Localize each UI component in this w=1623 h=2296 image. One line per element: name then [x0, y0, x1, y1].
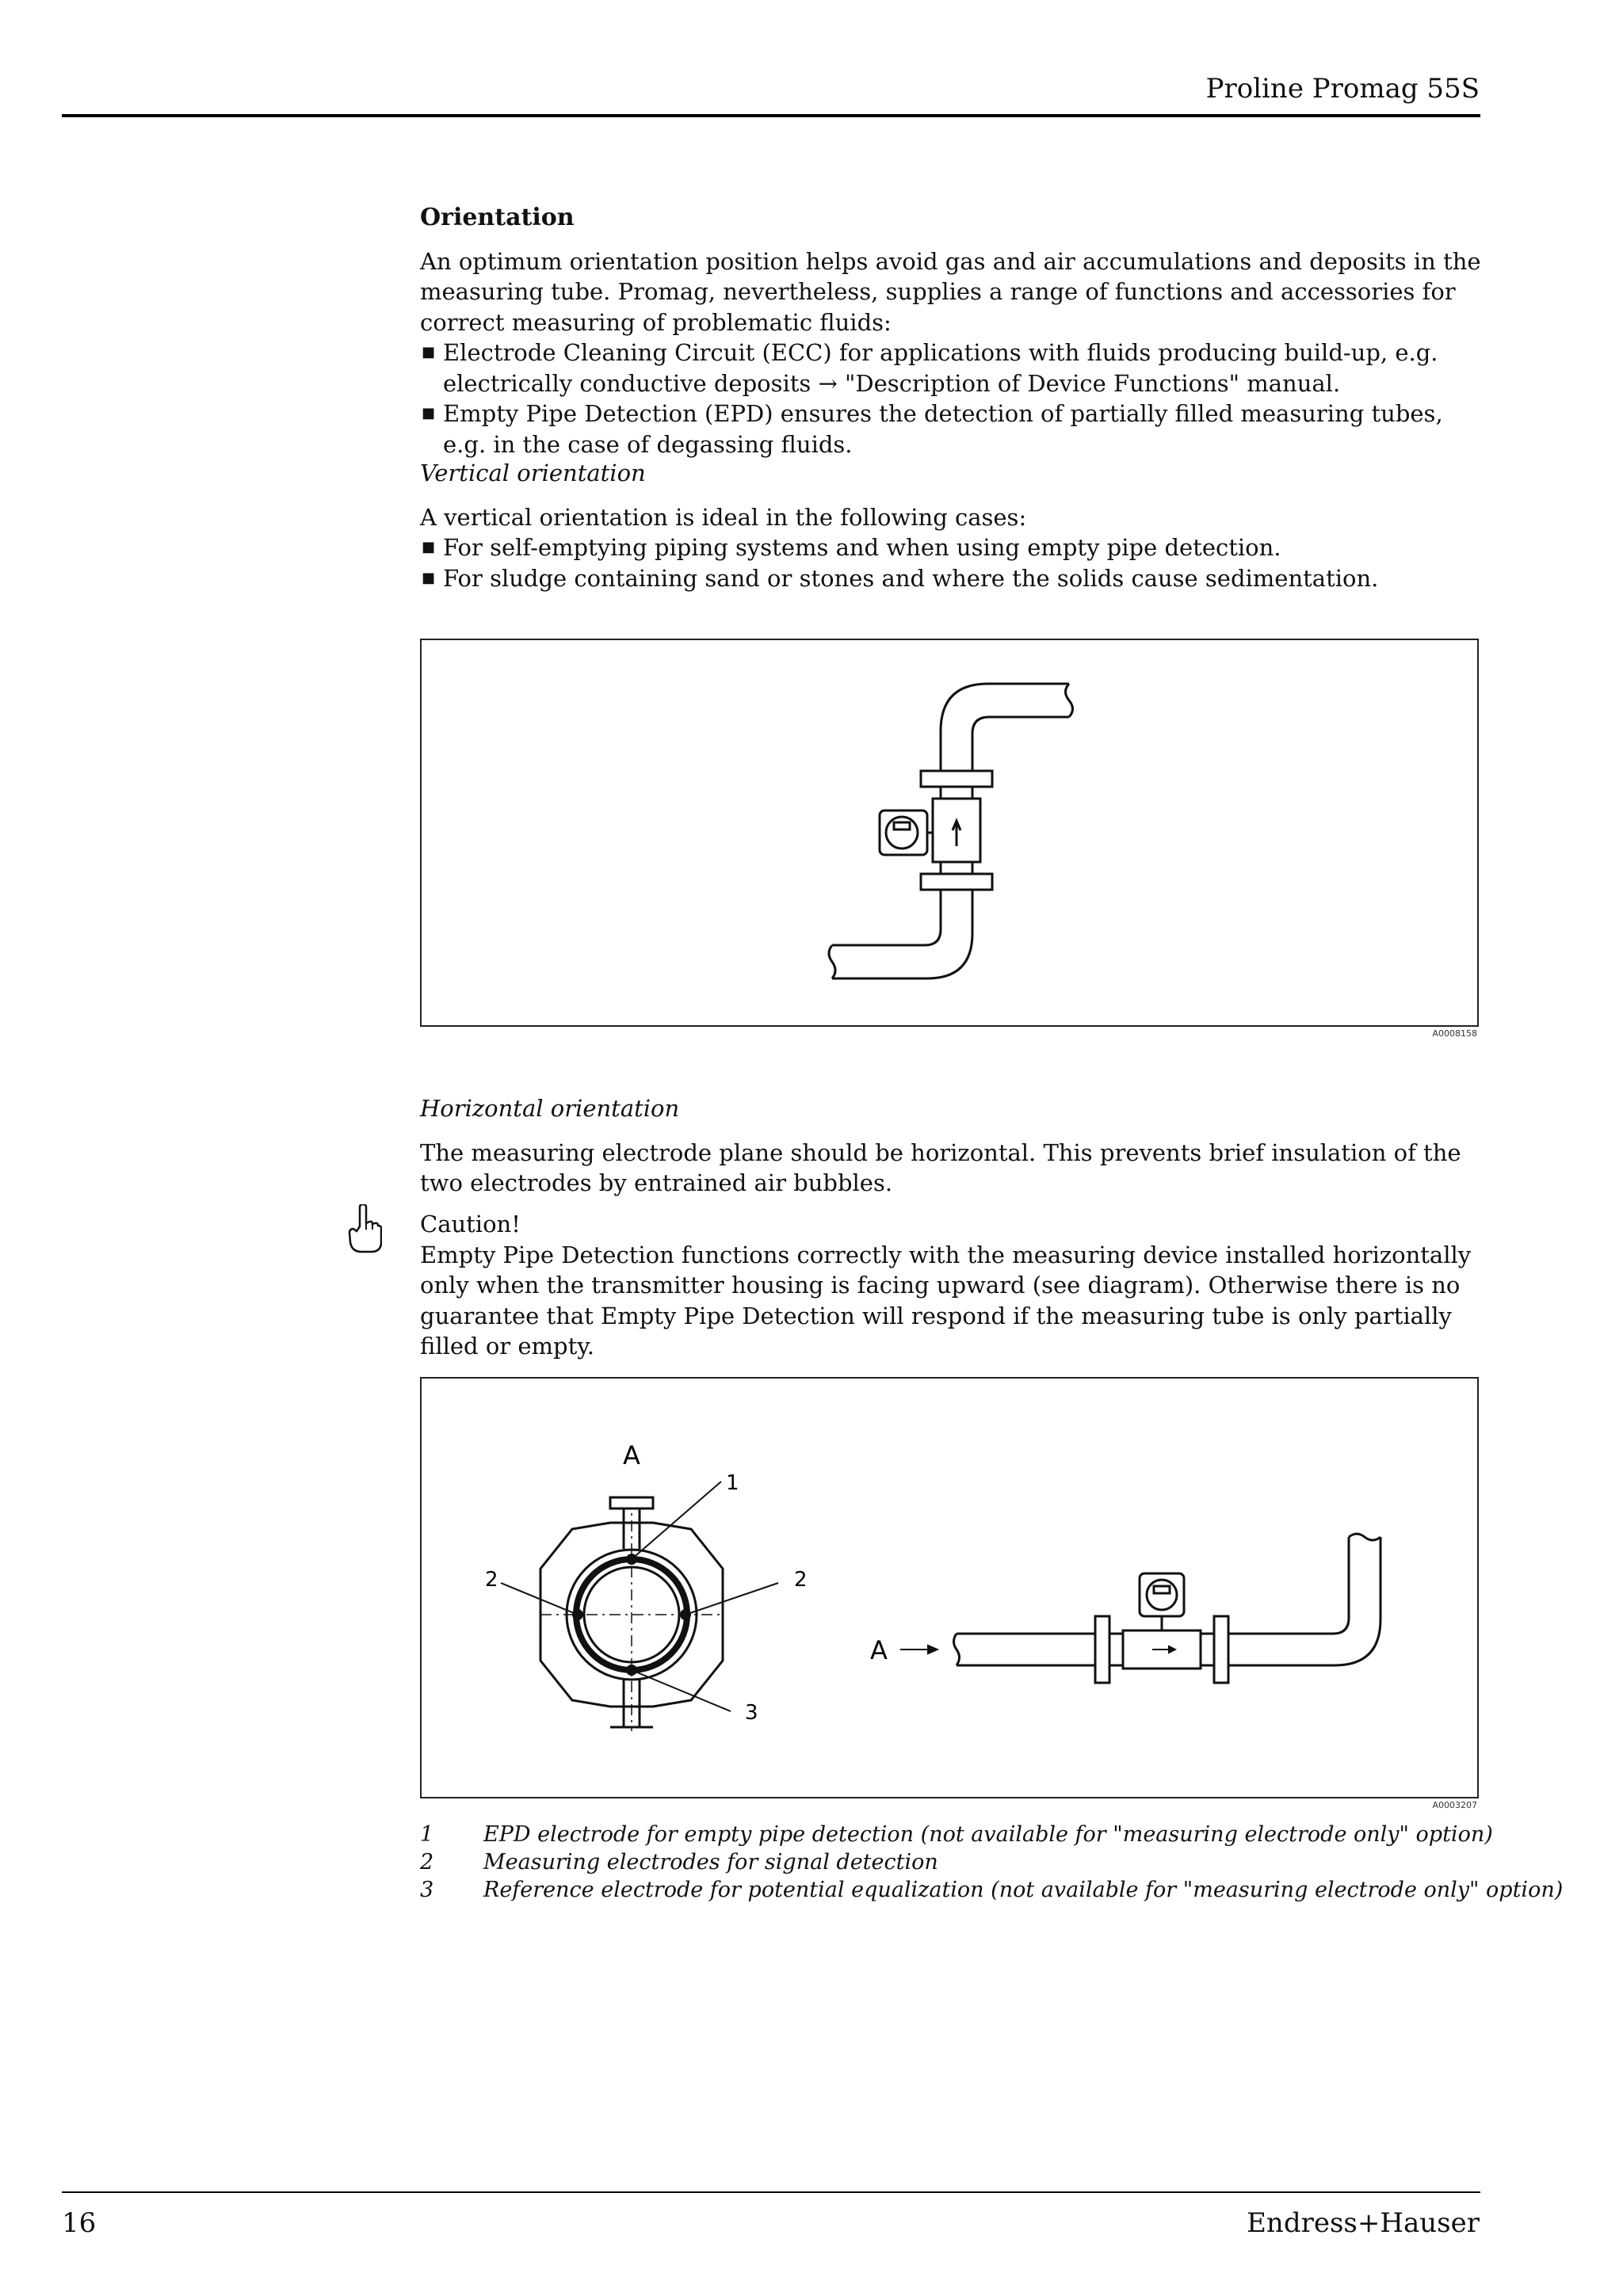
legend-row — [420, 1876, 1563, 1904]
legend-text: Measuring electrodes for signal detection — [483, 1850, 938, 1875]
footer-brand: Endress+Hauser — [1247, 2207, 1480, 2239]
figure-legend — [420, 1821, 1563, 1904]
horizontal-section — [420, 1093, 1482, 1199]
horizontal-heading: Horizontal orientation — [420, 1095, 680, 1122]
legend-number: 1 — [420, 1822, 434, 1847]
legend-number: 2 — [420, 1850, 434, 1875]
vertical-heading: Vertical orientation — [420, 460, 646, 486]
figure-id-horizontal: A0003207 — [1432, 1800, 1477, 1810]
label-2-right: 2 — [794, 1568, 808, 1592]
horizontal-pipe-diagram — [422, 1379, 1477, 1797]
vertical-orientation-figure — [420, 639, 1479, 1027]
legend-text: EPD electrode for empty pipe detection (not available for "measuring electrode only" option) — [483, 1822, 1493, 1847]
footer-rule — [62, 2191, 1480, 2193]
page-number: 16 — [62, 2207, 97, 2239]
caution-title: Caution! — [420, 1211, 521, 1238]
vertical-bullet-list — [420, 532, 1482, 593]
vertical-intro: A vertical orientation is ideal in the following cases: — [420, 503, 1027, 531]
vertical-section — [420, 458, 1482, 593]
legend-row — [420, 1821, 1563, 1848]
hand-pointing-icon — [347, 1204, 382, 1257]
list-item: ■ For self-emptying piping systems and when using empty pipe detection. — [420, 532, 1482, 563]
horizontal-orientation-figure — [420, 1377, 1479, 1798]
section-bullet-list — [420, 338, 1482, 460]
section-intro: An optimum orientation position helps avoid gas and air accumulations and deposits in the measuring tube. Promag, nevertheless, supplies a range of functions and accessories for correct measuring of problematic fluids: — [420, 247, 1481, 336]
section-heading: Orientation — [420, 204, 575, 231]
list-item: ■ For sludge containing sand or stones and where the solids cause sedimentation. — [420, 563, 1482, 594]
orientation-section — [420, 203, 1482, 460]
legend-text: Reference electrode for potential equalization (not available for "measuring electrode only" option) — [483, 1878, 1564, 1902]
header-rule — [62, 114, 1480, 117]
label-1: 1 — [726, 1471, 739, 1495]
legend-row — [420, 1848, 1563, 1876]
vertical-pipe-diagram — [422, 640, 1477, 1025]
label-a-top: A — [623, 1440, 640, 1470]
label-2-left: 2 — [485, 1568, 498, 1592]
legend-number: 3 — [420, 1878, 434, 1902]
label-a-side: A — [870, 1635, 888, 1665]
caution-text: Empty Pipe Detection functions correctly with the measuring device installed horizontally only when the transmitter housing is facing upward (see diagram). Otherwise there is no guarantee that Empty Pipe Detection will respond if the measuring tube is only partially filled or empty. — [420, 1241, 1472, 1360]
label-3: 3 — [745, 1701, 758, 1725]
list-item: ■ Empty Pipe Detection (EPD) ensures the detection of partially filled measuring tubes, e.g. in the case of degassing fluids. — [420, 399, 1482, 460]
caution-block — [420, 1209, 1482, 1362]
list-item: ■ Electrode Cleaning Circuit (ECC) for applications with fluids producing build-up, e.g. electrically conductive deposits → "Description of Device Functions" manual. — [420, 338, 1482, 399]
figure-id-vertical: A0008158 — [1432, 1028, 1477, 1039]
header-title: Proline Promag 55S — [1205, 73, 1480, 105]
horizontal-text: The measuring electrode plane should be horizontal. This prevents brief insulation of the two electrodes by entrained air bubbles. — [420, 1138, 1461, 1196]
